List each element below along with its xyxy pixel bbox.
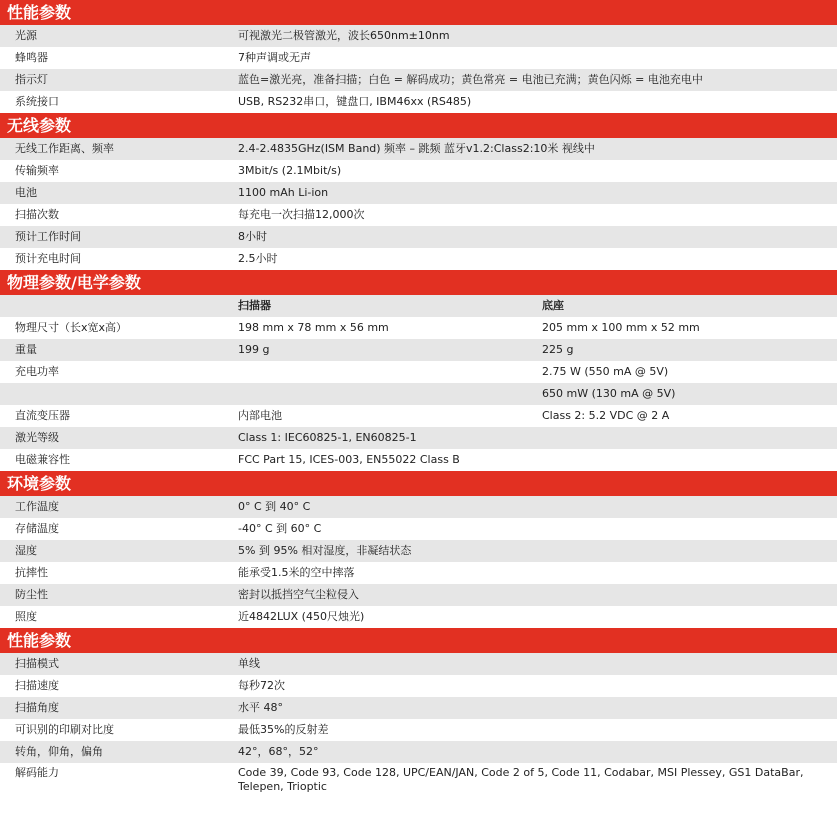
spec-row	[0, 91, 837, 113]
scanner-value: Class 1: IEC60825-1, EN60825-1	[238, 431, 417, 444]
spec-label: 蜂鸣器	[15, 51, 48, 64]
spec-row	[0, 383, 837, 405]
spec-value: 2.5小时	[238, 252, 278, 265]
spec-label: 可识别的印刷对比度	[15, 723, 114, 736]
spec-label: 工作温度	[15, 500, 59, 513]
spec-value: 最低35%的反射差	[238, 723, 329, 736]
spec-value: 近4842LUX (450尺烛光)	[238, 610, 365, 623]
spec-row	[0, 584, 837, 606]
spec-row	[0, 427, 837, 449]
spec-label: 湿度	[15, 544, 37, 557]
spec-value: 8小时	[238, 230, 267, 243]
base-value: 2.75 W (550 mA @ 5V)	[542, 365, 669, 378]
spec-label	[0, 295, 238, 317]
spec-label: 抗摔性	[15, 566, 48, 579]
base-value: Class 2: 5.2 VDC @ 2 A	[542, 409, 670, 422]
spec-value: USB, RS232串口，键盘口, IBM46xx (RS485)	[238, 95, 472, 108]
spec-label: 存储温度	[15, 522, 59, 535]
spec-label: 解码能力	[15, 766, 59, 779]
section-header-physical-electrical: 物理参数/电学参数	[0, 270, 837, 295]
spec-label: 重量	[15, 343, 37, 356]
spec-label: 电磁兼容性	[15, 453, 70, 466]
spec-row	[0, 160, 837, 182]
spec-label: 扫描角度	[15, 701, 59, 714]
spec-value: 水平 48°	[238, 701, 283, 714]
spec-row	[0, 562, 837, 584]
column-header-scanner: 扫描器	[238, 299, 271, 312]
column-header-base: 底座	[542, 299, 564, 312]
spec-label: 激光等级	[15, 431, 59, 444]
spec-row	[0, 47, 837, 69]
spec-row	[0, 496, 837, 518]
spec-value: Code 39, Code 93, Code 128, UPC/EAN/JAN, Code 2 of 5, Code 11, Codabar, MSI Plessey, GS1 DataBar, Telepen, Trioptic	[238, 766, 804, 793]
spec-row	[0, 182, 837, 204]
spec-value: 每充电一次扫描12,000次	[238, 208, 365, 221]
base-value: 205 mm x 100 mm x 52 mm	[542, 321, 700, 334]
scanner-value	[238, 361, 542, 383]
spec-value: 密封以抵挡空气尘粒侵入	[238, 588, 359, 601]
spec-value: 2.4-2.4835GHz(ISM Band) 频率 – 跳频 蓝牙v1.2:Class2:10米 视线中	[238, 142, 595, 155]
spec-label: 扫描速度	[15, 679, 59, 692]
scanner-value: 198 mm x 78 mm x 56 mm	[238, 321, 389, 334]
column-header-row	[0, 295, 837, 317]
spec-label: 无线工作距离、频率	[15, 142, 114, 155]
spec-value: 单线	[238, 657, 260, 670]
spec-label: 传输频率	[15, 164, 59, 177]
spec-value: 5% 到 95% 相对湿度，非凝结状态	[238, 544, 412, 557]
spec-row	[0, 653, 837, 675]
spec-label: 充电功率	[15, 365, 59, 378]
spec-row	[0, 248, 837, 270]
spec-row	[0, 540, 837, 562]
section-header-wireless: 无线参数	[0, 113, 837, 138]
spec-label: 扫描模式	[15, 657, 59, 670]
spec-row	[0, 69, 837, 91]
spec-value: 0° C 到 40° C	[238, 500, 311, 513]
spec-row	[0, 518, 837, 540]
spec-row	[0, 361, 837, 383]
spec-value: 能承受1.5米的空中摔落	[238, 566, 355, 579]
spec-row	[0, 204, 837, 226]
spec-row	[0, 226, 837, 248]
spec-label: 扫描次数	[15, 208, 59, 221]
spec-row	[0, 138, 837, 160]
scanner-value: 199 g	[238, 343, 270, 356]
spec-value: 42°，68°，52°	[238, 745, 319, 758]
spec-row	[0, 741, 837, 763]
spec-label: 指示灯	[15, 73, 48, 86]
base-value: 650 mW (130 mA @ 5V)	[542, 387, 676, 400]
section-header-performance-2: 性能参数	[0, 628, 837, 653]
base-value: 225 g	[542, 343, 574, 356]
scanner-value: FCC Part 15, ICES-003, EN55022 Class B	[238, 453, 460, 466]
base-value	[542, 427, 837, 449]
spec-label: 光源	[15, 29, 37, 42]
spec-row	[0, 763, 837, 797]
spec-row	[0, 339, 837, 361]
spec-row	[0, 675, 837, 697]
spec-value: 7种声调或无声	[238, 51, 311, 64]
spec-label: 预计充电时间	[15, 252, 81, 265]
section-header-performance: 性能参数	[0, 0, 837, 25]
spec-row	[0, 405, 837, 427]
spec-label	[0, 383, 238, 405]
spec-row	[0, 25, 837, 47]
spec-value: 每秒72次	[238, 679, 285, 692]
spec-value: 3Mbit/s (2.1Mbit/s)	[238, 164, 342, 177]
spec-label: 系统接口	[15, 95, 59, 108]
spec-row	[0, 449, 837, 471]
spec-row	[0, 719, 837, 741]
spec-value: 蓝色=激光亮，准备扫描；白色 = 解码成功；黄色常亮 = 电池已充满；黄色闪烁 = 电池充电中	[238, 73, 703, 86]
scanner-value	[238, 383, 542, 405]
spec-label: 电池	[15, 186, 37, 199]
spec-row	[0, 606, 837, 628]
spec-label: 照度	[15, 610, 37, 623]
spec-value: 可视激光二极管激光，波长650nm±10nm	[238, 29, 450, 42]
spec-label: 转角，仰角，偏角	[15, 745, 103, 758]
spec-label: 直流变压器	[15, 409, 70, 422]
spec-label: 物理尺寸（长x宽x高）	[15, 321, 128, 334]
base-value	[542, 449, 837, 471]
spec-label: 预计工作时间	[15, 230, 81, 243]
scanner-value: 内部电池	[238, 409, 282, 422]
spec-value: -40° C 到 60° C	[238, 522, 322, 535]
spec-row	[0, 697, 837, 719]
spec-value: 1100 mAh Li-ion	[238, 186, 329, 199]
spec-row	[0, 317, 837, 339]
spec-label: 防尘性	[15, 588, 48, 601]
section-header-environment: 环境参数	[0, 471, 837, 496]
